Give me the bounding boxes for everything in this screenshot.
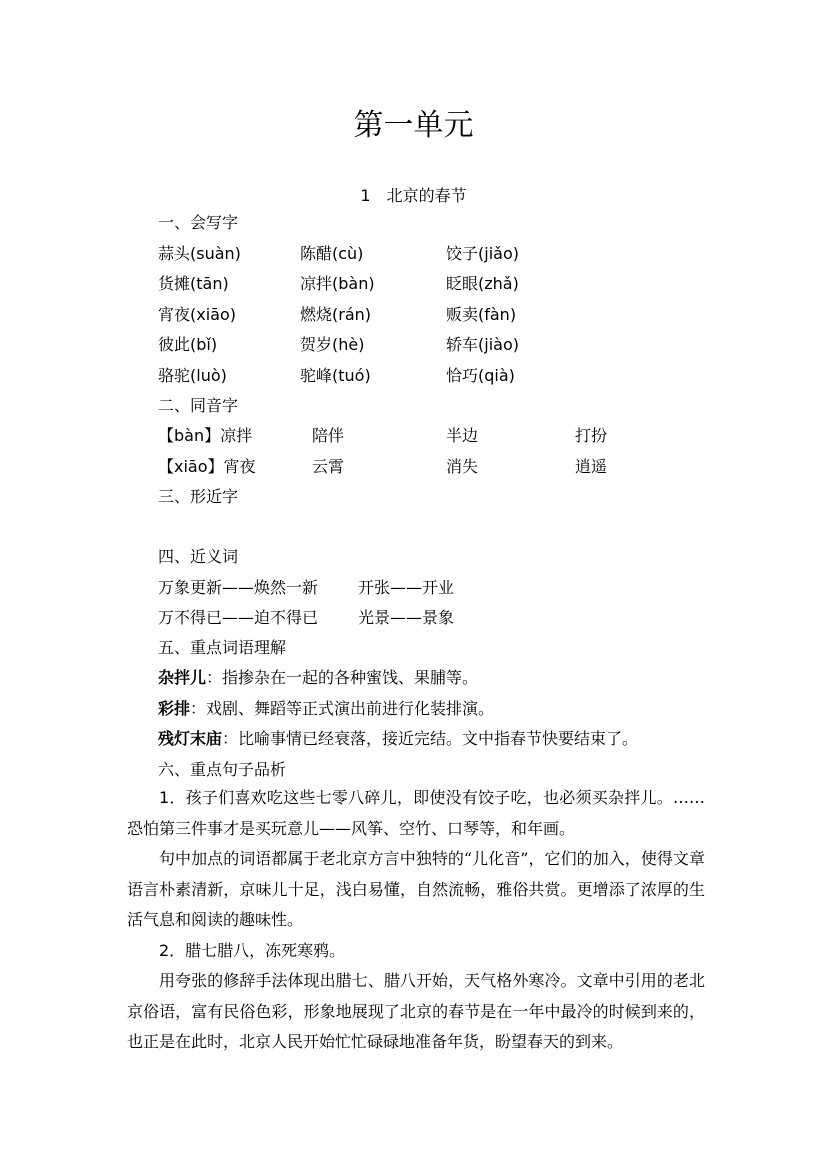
term-entry bbox=[158, 698, 494, 720]
word-item: 彼此(bǐ) bbox=[158, 335, 218, 354]
section-heading: 三、形近字 bbox=[158, 487, 239, 506]
section-heading: 二、同音字 bbox=[158, 396, 239, 415]
term-word: 杂拌儿 bbox=[158, 668, 207, 687]
word-item: 贺岁(hè) bbox=[300, 335, 365, 354]
homophone-item: 消失 bbox=[446, 457, 479, 476]
word-item: 蒜头(suàn) bbox=[158, 244, 241, 263]
word-item: 骆驼(luò) bbox=[158, 366, 227, 385]
synonym-item: 万不得已——迫不得已 bbox=[158, 608, 319, 627]
sentence-analysis: 用夸张的修辞手法体现出腊七、腊八开始，天气格外寒冷。文章中引用的老北京俗语，富有民俗色彩，形象地展现了北京的春节是在一年中最冷的时候到来的，也正是在此时，北京人民开始忙忙碌碌地准备年货，盼望春天的到来。 bbox=[127, 971, 705, 1051]
homophone-item: 半边 bbox=[446, 426, 479, 445]
homophone-item: 陪伴 bbox=[312, 426, 345, 445]
homophone-item: 【bàn】凉拌 bbox=[158, 426, 253, 445]
word-item: 陈醋(cù) bbox=[300, 244, 364, 263]
sentence-quote: 1．孩子们喜欢吃这些七零八碎儿，即使没有饺子吃，也必须买杂拌儿。……恐怕第三件事才是买玩意儿——风筝、空竹、口琴等，和年画。 bbox=[127, 788, 705, 838]
section-heading: 五、重点词语理解 bbox=[158, 638, 287, 657]
word-item: 饺子(jiǎo) bbox=[446, 244, 519, 263]
unit-title: 第一单元 bbox=[353, 108, 474, 143]
term-definition: ：比喻事情已经衰落，接近完结。文中指春节快要结束了。 bbox=[222, 729, 639, 748]
synonym-item: 万象更新——焕然一新 bbox=[158, 578, 319, 597]
word-item: 燃烧(rán) bbox=[300, 305, 372, 324]
term-word: 残灯末庙 bbox=[158, 729, 223, 748]
term-definition: ：指掺杂在一起的各种蜜饯、果脯等。 bbox=[206, 668, 479, 687]
lesson-title: 1 北京的春节 bbox=[360, 186, 467, 205]
word-item: 凉拌(bàn) bbox=[300, 274, 375, 293]
word-item: 眨眼(zhǎ) bbox=[446, 274, 519, 293]
word-item: 货摊(tān) bbox=[158, 274, 229, 293]
homophone-item: 打扮 bbox=[575, 426, 608, 445]
word-item: 贩卖(fàn) bbox=[446, 305, 517, 324]
section-heading: 四、近义词 bbox=[158, 547, 239, 566]
synonym-item: 光景——景象 bbox=[358, 608, 455, 627]
word-item: 恰巧(qià) bbox=[446, 366, 515, 385]
word-item: 轿车(jiào) bbox=[446, 335, 519, 354]
word-item: 宵夜(xiāo) bbox=[158, 305, 236, 324]
term-word: 彩排 bbox=[158, 699, 191, 718]
sentence-quote: 2．腊七腊八，冻死寒鸦。 bbox=[159, 941, 346, 960]
homophone-item: 云霄 bbox=[312, 457, 345, 476]
term-entry bbox=[158, 667, 478, 689]
word-item: 驼峰(tuó) bbox=[300, 366, 371, 385]
section-heading: 六、重点句子品析 bbox=[158, 760, 287, 779]
section-heading: 一、会写字 bbox=[158, 213, 239, 232]
term-entry bbox=[158, 728, 638, 750]
synonym-item: 开张——开业 bbox=[358, 578, 455, 597]
homophone-item: 逍遥 bbox=[575, 457, 608, 476]
homophone-item: 【xiāo】宵夜 bbox=[158, 457, 256, 476]
term-definition: ：戏剧、舞蹈等正式演出前进行化装排演。 bbox=[190, 699, 495, 718]
sentence-analysis: 句中加点的词语都属于老北京方言中独特的“儿化音”，它们的加入，使得文章语言朴素清新，京味儿十足，浅白易懂，自然流畅，雅俗共赏。更增添了浓厚的生活气息和阅读的趣味性。 bbox=[127, 849, 705, 929]
